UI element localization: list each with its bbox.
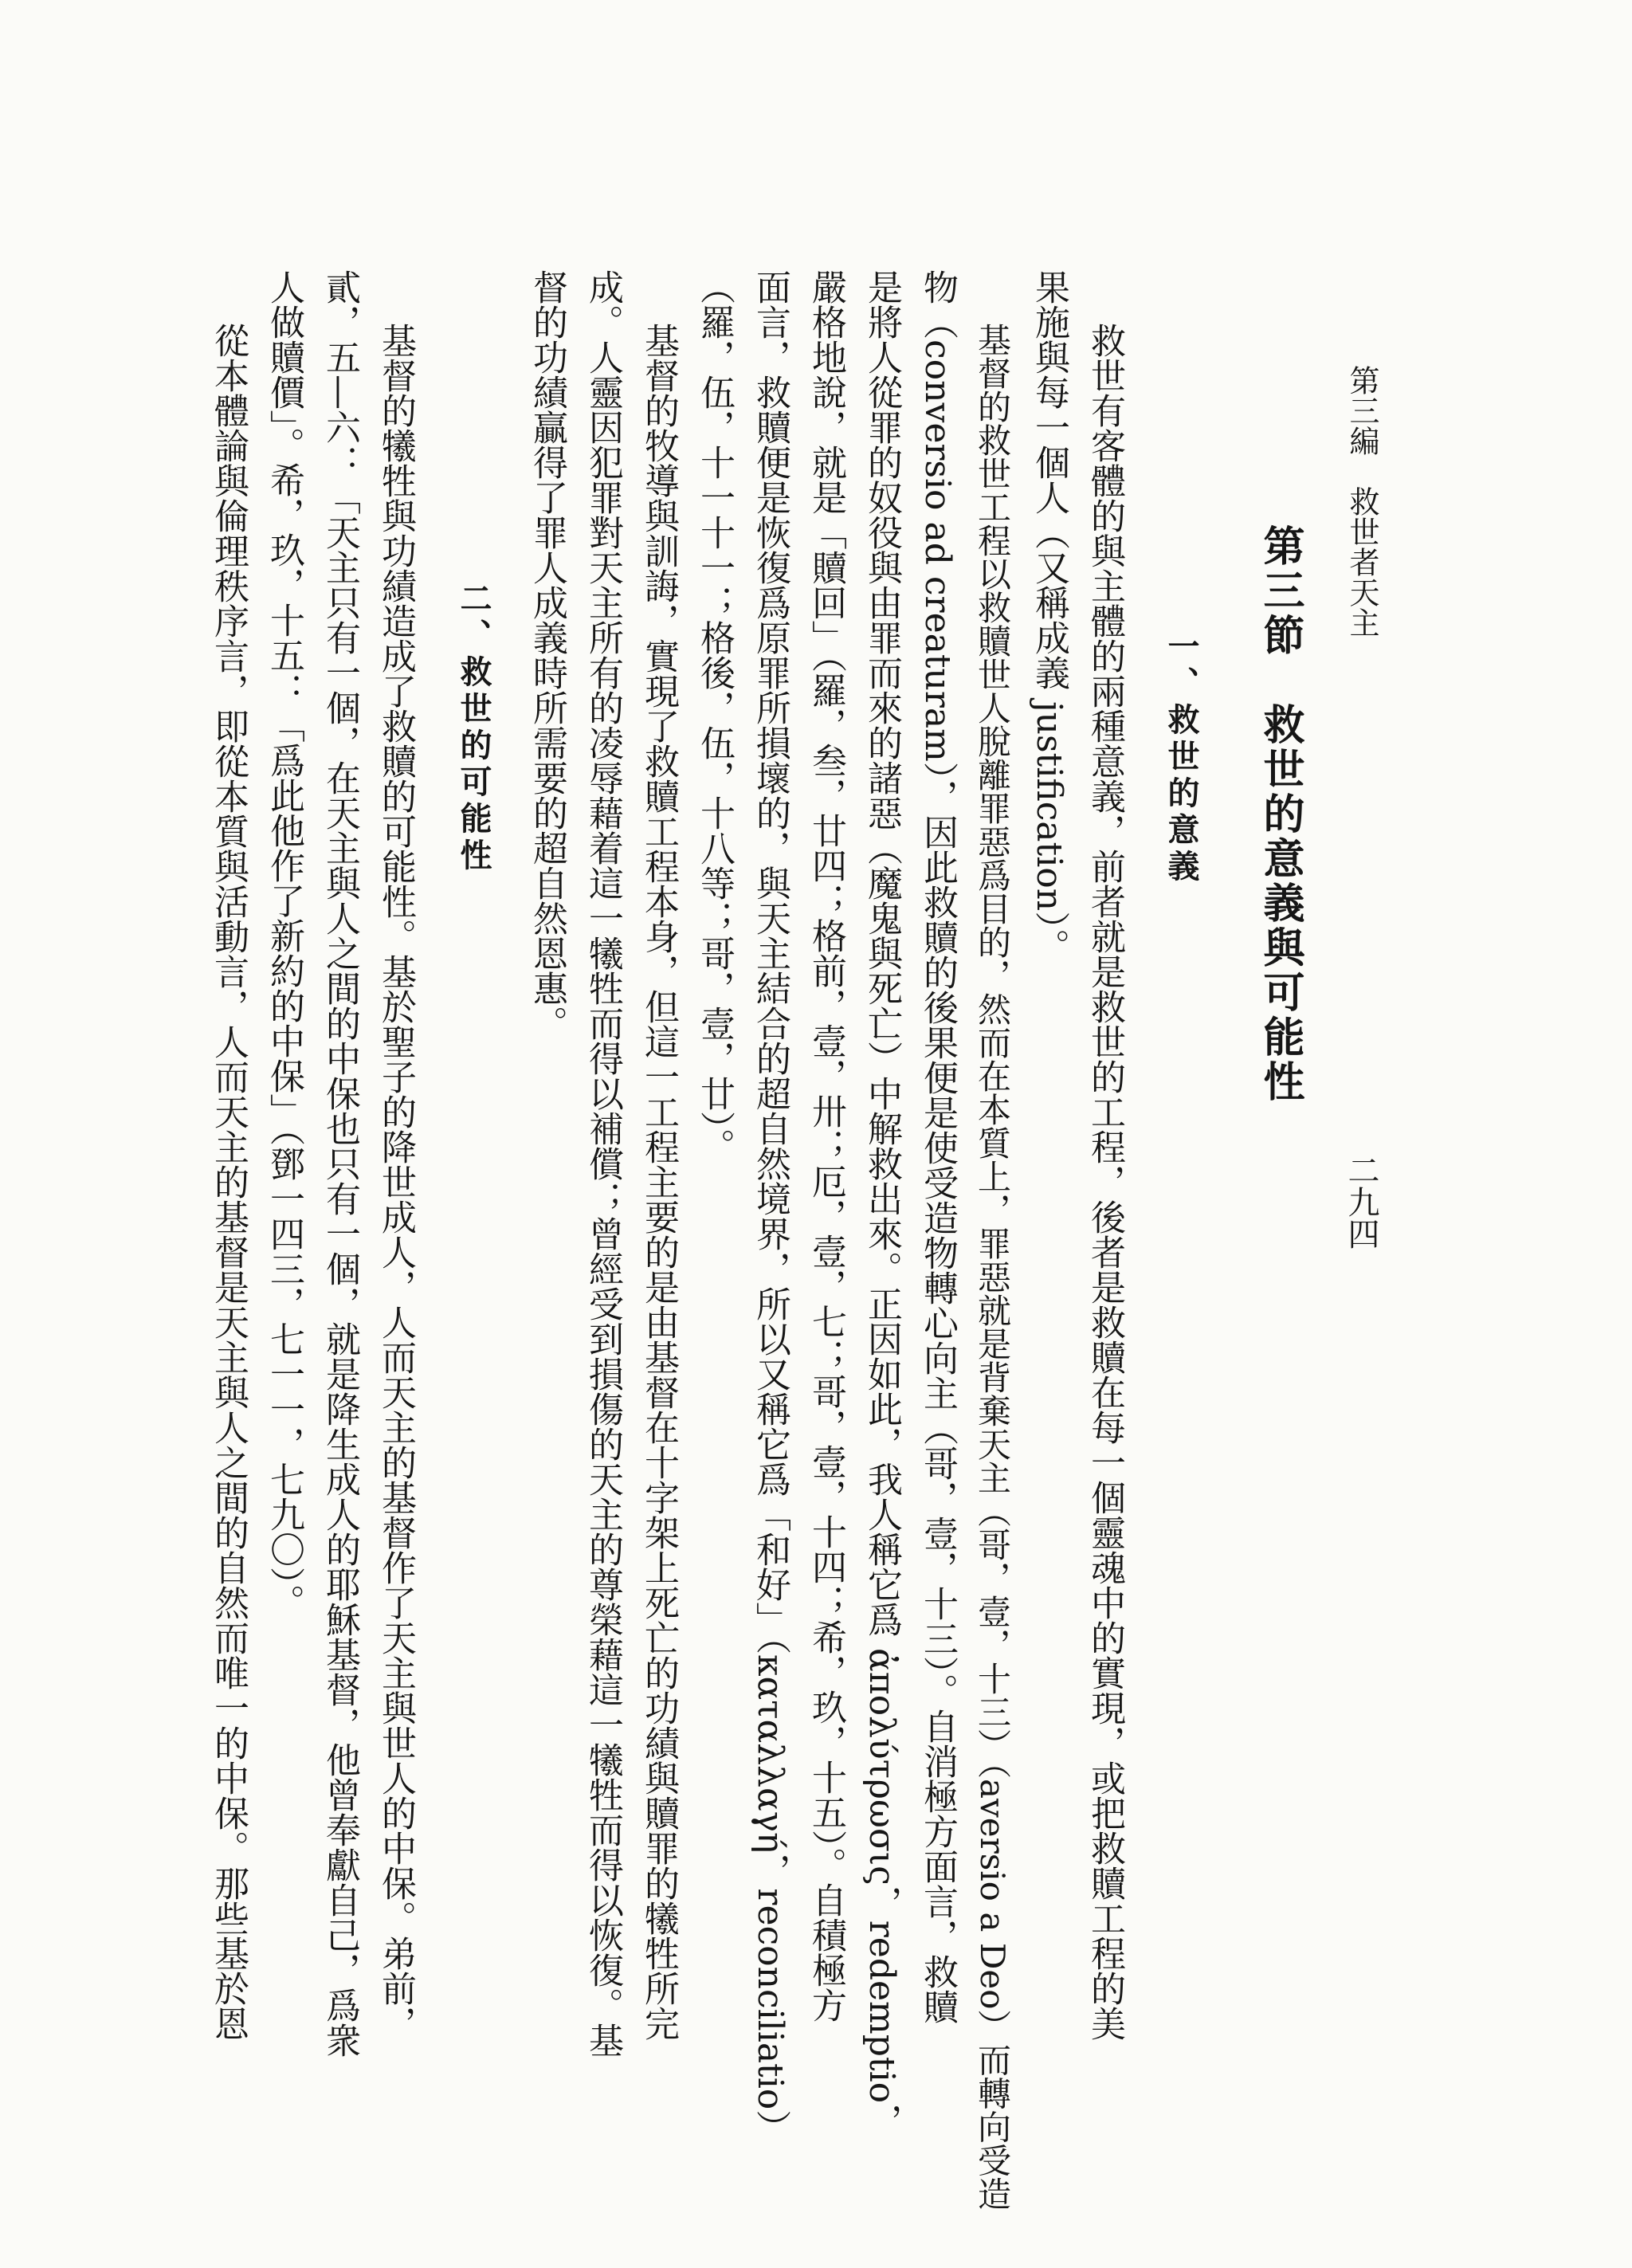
running-head: 第三編 救世者天主 xyxy=(1344,365,1379,638)
section-title: 第三節 救世的意義與可能性 xyxy=(1256,524,1304,1105)
body-line: 物（conversio ad creaturam），因此救贖的後果便是使受造物轉心向主（哥，壹，十三）。自消極方面言，救贖 xyxy=(917,269,958,2024)
body-line: 人做贖價」。希，玖，十五：「爲此他作了新約的中保」（鄧一四三，七一一，七九〇）。 xyxy=(264,269,304,1619)
page-number: 二九四 xyxy=(1343,1154,1379,1250)
body-line: 果施與每一個人（又稱成義 justification）。 xyxy=(1029,269,1069,964)
body-line: 面言，救贖便是恢復爲原罪所損壞的，與天主結合的超自然境界，所以又稱它爲「和好」（καταλλαγή，reconciliatio） xyxy=(750,269,790,2145)
body-line: 成。人靈因犯罪對天主所有的凌辱藉着這一犧牲而得以補償；曾經受到損傷的天主的尊榮藉這一犧牲而得以恢復。基 xyxy=(583,269,623,2058)
body-line: 基督的牧導與訓誨，實現了救贖工程本身，但這一工程主要的是由基督在十字架上死亡的功績與贖罪的犧牲所完 xyxy=(638,323,679,2041)
body-line: 基督的犧牲與功績造成了救贖的可能性。基於聖子的降世成人，人而天主的基督作了天主與世人的中保。弟前， xyxy=(375,323,416,2041)
body-line: 督的功績贏得了罪人成義時所需要的超自然恩惠。 xyxy=(527,269,567,1041)
body-line: 貳，五—六：「天主只有一個，在天主與人之間的中保也只有一個，就是降生成人的耶穌基督，他曾奉獻自己，爲衆 xyxy=(320,269,360,2058)
body-line: 基督的救世工程以救贖世人脫離罪惡爲目的，然而在本質上，罪惡就是背棄天主（哥，壹，十三）（aversio a Deo）而轉向受造 xyxy=(973,323,1012,2211)
body-line: 從本體論與倫理秩序言，即從本質與活動言，人而天主的基督是天主與人之間的自然而唯一的中保。那些基於恩 xyxy=(208,323,249,2041)
body-line: 嚴格地說，就是「贖回」（羅，叁，廿四；格前，壹，卅；厄，壹，七；哥，壹，十四；希，玖，十五）。自積極方 xyxy=(806,269,846,2023)
subsection-heading-2: 二、救世的可能性 xyxy=(455,582,492,875)
body-line: 是將人從罪的奴役與由罪而來的諸惡（魔鬼與死亡）中解救出來。正因如此，我人稱它爲 ἀπολύτρωσις，redemptio， xyxy=(861,269,902,2139)
body-line: 救世有客體的與主體的兩種意義，前者就是救世的工程，後者是救贖在每一個靈魂中的實現，或把救贖工程的美 xyxy=(1085,323,1125,2041)
body-line: （羅，伍，十一十一；格後，伍，十八等；哥，壹，廿）。 xyxy=(694,269,735,1163)
subsection-heading-1: 一、救世的意義 xyxy=(1163,630,1200,886)
